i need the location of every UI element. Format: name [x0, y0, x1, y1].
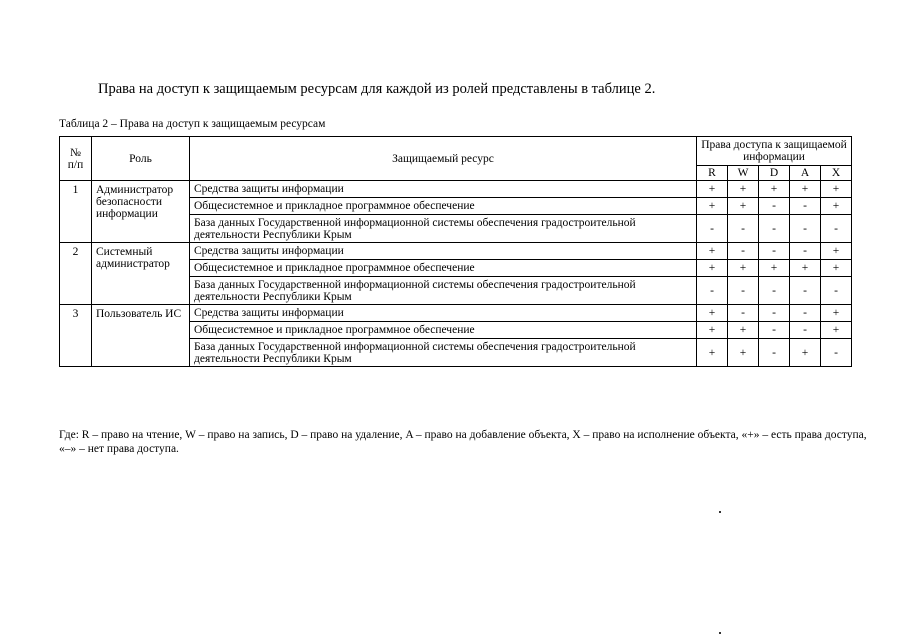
resource-name: База данных Государственной информационной системы обеспечения градостроительной деятельности Республики Крым [190, 339, 697, 367]
perm-r-cell: + [697, 260, 728, 277]
perm-w-cell: - [728, 215, 759, 243]
perm-d-cell: - [759, 198, 790, 215]
access-rights-table [59, 136, 852, 367]
perm-d-cell: + [759, 260, 790, 277]
perm-a-cell: - [790, 305, 821, 322]
perm-d-cell: - [759, 277, 790, 305]
perm-x-cell: + [821, 305, 852, 322]
perm-r-cell: + [697, 198, 728, 215]
perm-d-cell: - [759, 305, 790, 322]
perm-w-cell: - [728, 277, 759, 305]
perm-w-cell: + [728, 339, 759, 367]
table-body [60, 181, 852, 367]
perm-w-cell: + [728, 322, 759, 339]
resource-name: Средства защиты информации [190, 305, 697, 322]
perm-a-cell: - [790, 322, 821, 339]
header-perm-x: X [821, 166, 852, 181]
header-role: Роль [92, 137, 190, 181]
role-name: Пользователь ИС [92, 305, 190, 367]
intro-paragraph: Права на доступ к защищаемым ресурсам для каждой из ролей представлены в таблице 2. [98, 81, 656, 97]
legend-note: Где: R – право на чтение, W – право на запись, D – право на удаление, A – право на добавление объекта, X – право на исполнение объекта, «+» – есть права доступа, «–» – нет права доступа. [59, 429, 867, 455]
table-row [60, 181, 852, 198]
resource-name: Общесистемное и прикладное программное обеспечение [190, 260, 697, 277]
perm-x-cell: + [821, 322, 852, 339]
header-num: № п/п [60, 137, 92, 181]
resource-name: Общесистемное и прикладное программное обеспечение [190, 322, 697, 339]
header-perm-w: W [728, 166, 759, 181]
perm-x-cell: + [821, 198, 852, 215]
header-perm-r: R [697, 166, 728, 181]
resource-name: База данных Государственной информационной системы обеспечения градостроительной деятельности Республики Крым [190, 277, 697, 305]
perm-d-cell: - [759, 339, 790, 367]
header-rights-group: Права доступа к защищаемой информации [697, 137, 852, 166]
perm-r-cell: + [697, 305, 728, 322]
perm-w-cell: + [728, 260, 759, 277]
role-name: Администратор безопасности информации [92, 181, 190, 243]
perm-a-cell: - [790, 198, 821, 215]
header-perm-d: D [759, 166, 790, 181]
scan-speck [719, 511, 721, 513]
row-number: 2 [60, 243, 92, 305]
header-row [60, 137, 852, 166]
perm-a-cell: + [790, 339, 821, 367]
perm-r-cell: + [697, 339, 728, 367]
resource-name: Общесистемное и прикладное программное обеспечение [190, 198, 697, 215]
perm-r-cell: + [697, 322, 728, 339]
table-row [60, 305, 852, 322]
perm-a-cell: - [790, 215, 821, 243]
perm-r-cell: - [697, 277, 728, 305]
perm-r-cell: + [697, 243, 728, 260]
perm-d-cell: - [759, 322, 790, 339]
row-number: 1 [60, 181, 92, 243]
resource-name: Средства защиты информации [190, 243, 697, 260]
perm-a-cell: + [790, 260, 821, 277]
perm-w-cell: + [728, 198, 759, 215]
perm-x-cell: - [821, 215, 852, 243]
row-number: 3 [60, 305, 92, 367]
header-perm-a: A [790, 166, 821, 181]
perm-x-cell: - [821, 339, 852, 367]
perm-x-cell: + [821, 260, 852, 277]
perm-a-cell: - [790, 277, 821, 305]
perm-d-cell: + [759, 181, 790, 198]
perm-r-cell: + [697, 181, 728, 198]
scan-speck [719, 632, 721, 634]
resource-name: Средства защиты информации [190, 181, 697, 198]
perm-a-cell: - [790, 243, 821, 260]
role-name: Системный администратор [92, 243, 190, 305]
table-caption: Таблица 2 – Права на доступ к защищаемым ресурсам [59, 118, 326, 130]
perm-a-cell: + [790, 181, 821, 198]
perm-w-cell: - [728, 243, 759, 260]
resource-name: База данных Государственной информационной системы обеспечения градостроительной деятельности Республики Крым [190, 215, 697, 243]
perm-x-cell: + [821, 181, 852, 198]
header-resource: Защищаемый ресурс [190, 137, 697, 181]
perm-w-cell: - [728, 305, 759, 322]
perm-x-cell: - [821, 277, 852, 305]
perm-x-cell: + [821, 243, 852, 260]
perm-r-cell: - [697, 215, 728, 243]
perm-w-cell: + [728, 181, 759, 198]
table-row [60, 243, 852, 260]
perm-d-cell: - [759, 243, 790, 260]
perm-d-cell: - [759, 215, 790, 243]
